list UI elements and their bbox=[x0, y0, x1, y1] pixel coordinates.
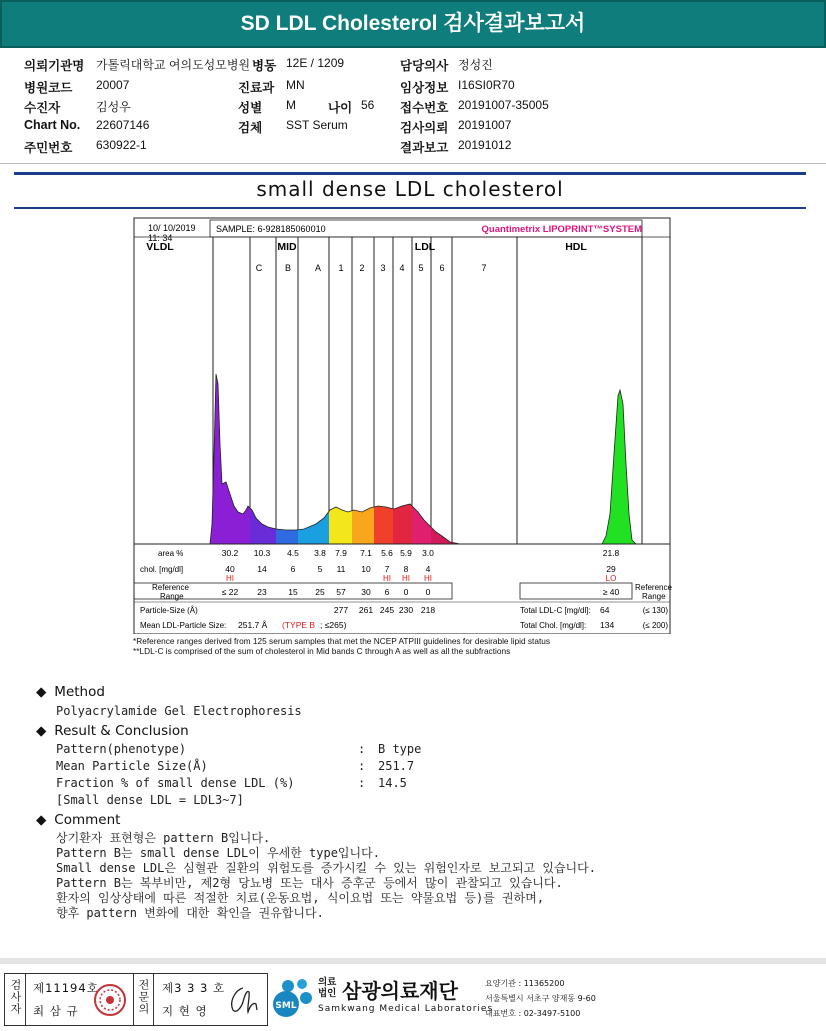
ref-value: 0 bbox=[403, 587, 409, 597]
area-value: 7.9 bbox=[335, 548, 347, 558]
chart-time: 11: 34 bbox=[148, 233, 173, 243]
clinical-label: 임상정보 bbox=[400, 81, 449, 95]
chart-title: small dense LDL cholesterol bbox=[256, 177, 564, 201]
mean-value: 251.7 Å bbox=[238, 620, 268, 630]
hospital-code-value: 20007 bbox=[96, 78, 130, 92]
mean-type: (TYPE B bbox=[282, 620, 316, 630]
result-label-size: Mean Particle Size(Å) bbox=[56, 759, 208, 773]
result-label-fraction: Fraction % of small dense LDL (%) bbox=[56, 776, 295, 790]
ref-value: 30 bbox=[361, 587, 371, 597]
band-label: 3 bbox=[380, 263, 386, 273]
result-label-pattern: Pattern(phenotype) bbox=[56, 742, 187, 756]
chol-value: 40 bbox=[225, 564, 235, 574]
flag-value: HI bbox=[226, 574, 234, 583]
area-value: 4.5 bbox=[287, 548, 299, 558]
ward-label: 병동 bbox=[252, 59, 277, 73]
total-chol-ref: (≤ 200) bbox=[642, 621, 668, 630]
examiner-label: 검사자 bbox=[9, 979, 22, 1015]
band-label: 1 bbox=[338, 263, 344, 273]
result-colon: : bbox=[358, 759, 366, 773]
area-value: 30.2 bbox=[221, 548, 239, 558]
comment-heading bbox=[36, 812, 120, 828]
chart-title-rule-top bbox=[14, 172, 806, 175]
org-english-name: Samkwang Medical Laboratories bbox=[318, 1004, 494, 1014]
report-date-value: 20191012 bbox=[458, 138, 512, 152]
mean-ref: ; ≤265) bbox=[320, 620, 347, 630]
examiner-license: 제11194호 bbox=[33, 981, 99, 995]
ref-value: 57 bbox=[336, 587, 346, 597]
lipoprint-figure bbox=[130, 214, 680, 634]
flag-value: HI bbox=[402, 574, 410, 583]
specimen-value: SST Serum bbox=[286, 118, 348, 132]
band-label: B bbox=[284, 263, 292, 273]
chol-label: chol. [mg/dl] bbox=[140, 565, 184, 574]
group-label: VLDL bbox=[146, 241, 174, 253]
ref-label: Reference bbox=[152, 583, 189, 592]
chart-title-rule-bottom bbox=[14, 207, 806, 209]
size-value: 261 bbox=[358, 605, 374, 615]
size-value: 218 bbox=[420, 605, 436, 615]
mean-label: Mean LDL-Particle Size: bbox=[140, 621, 227, 630]
age-label: 나이 bbox=[328, 101, 353, 115]
chol-value: 10 bbox=[361, 564, 371, 574]
band-label: 7 bbox=[481, 263, 487, 273]
doctor-value: 정성진 bbox=[458, 58, 493, 72]
lipoprint-chart bbox=[130, 214, 680, 634]
sml-logo-icon bbox=[272, 974, 316, 1026]
area-value: 5.6 bbox=[381, 548, 393, 558]
ref-value: 0 bbox=[425, 587, 431, 597]
chol-value: 14 bbox=[257, 564, 267, 574]
ref-label-right: Reference bbox=[635, 583, 672, 592]
org-name: 삼광의료재단 bbox=[342, 979, 458, 1003]
chart-no-label: Chart No. bbox=[24, 118, 81, 132]
report-title: SD LDL Cholesterol 검사결과보고서 bbox=[0, 0, 826, 48]
flag-value: HI bbox=[383, 574, 391, 583]
band-label: 2 bbox=[359, 263, 365, 273]
total-ldl-ref: (≤ 130) bbox=[642, 606, 668, 615]
patient-value: 김성우 bbox=[96, 100, 131, 114]
chart-brand: Quantimetrix LIPOPRINT™SYSTEM bbox=[481, 224, 642, 235]
footnote-1: *Reference ranges derived from 125 serum samples that met the NCEP ATPIII guidelines for desirable lipid status bbox=[133, 636, 551, 646]
dept-value: MN bbox=[286, 78, 305, 92]
signature-box bbox=[4, 973, 268, 1026]
hospital-code-label: 병원코드 bbox=[24, 81, 73, 95]
area-value: 10.3 bbox=[253, 548, 271, 558]
age-value: 56 bbox=[361, 98, 375, 112]
dept-label: 진료과 bbox=[238, 81, 275, 95]
hospital-label: 의뢰기관명 bbox=[24, 59, 85, 73]
result-heading-text: Result & Conclusion bbox=[54, 723, 189, 739]
band-area bbox=[393, 504, 412, 544]
comment-heading-text: Comment bbox=[54, 812, 121, 828]
clinical-value: I16SI0R70 bbox=[458, 78, 515, 92]
ssn-value: 630922-1 bbox=[96, 138, 147, 152]
request-value: 20191007 bbox=[458, 118, 512, 132]
method-heading bbox=[36, 684, 105, 700]
size-value: 277 bbox=[333, 605, 349, 615]
org-phone: 대표번호 : 02-3497-5100 bbox=[485, 1009, 581, 1018]
band-area bbox=[276, 529, 298, 544]
signature-icon bbox=[223, 980, 263, 1020]
chol-value: 7 bbox=[384, 564, 390, 574]
band-area bbox=[329, 507, 352, 544]
result-heading bbox=[36, 723, 189, 739]
specialist-label: 전문의 bbox=[137, 979, 150, 1015]
ref-value: 25 bbox=[315, 587, 325, 597]
result-colon: : bbox=[358, 742, 366, 756]
result-value-size: 251.7 bbox=[378, 759, 415, 773]
accession-label: 접수번호 bbox=[400, 101, 449, 115]
specimen-label: 검체 bbox=[238, 121, 263, 135]
band-label: 4 bbox=[399, 263, 405, 273]
total-ldl-value: 64 bbox=[600, 605, 610, 615]
hospital-value: 가톨릭대학교 여의도성모병원 bbox=[96, 58, 251, 72]
ref-value: ≥ 40 bbox=[602, 587, 620, 597]
chol-value: 8 bbox=[403, 564, 409, 574]
size-value: 230 bbox=[398, 605, 414, 615]
chart-sample: SAMPLE: 6-928185060010 bbox=[216, 224, 326, 234]
comment-line: Pattern B는 복부비만, 제2형 당뇨병 또는 대사 증후군 등에서 많이 관찰되고 있습니다. bbox=[56, 876, 563, 890]
footer-rule bbox=[0, 958, 826, 964]
examiner-name: 최 삼 규 bbox=[33, 1004, 79, 1018]
group-label: MID bbox=[277, 241, 297, 253]
total-chol-value: 134 bbox=[600, 620, 615, 630]
sex-label: 성별 bbox=[238, 101, 263, 115]
ward-value: 12E / 1209 bbox=[286, 56, 345, 70]
method-text: Polyacrylamide Gel Electrophoresis bbox=[56, 704, 302, 718]
specialist-name: 지 현 영 bbox=[162, 1004, 208, 1018]
patient-info bbox=[0, 48, 826, 164]
report-date-label: 결과보고 bbox=[400, 141, 449, 155]
size-value: 245 bbox=[379, 605, 395, 615]
comment-line: 향후 pattern 변화에 대한 확인을 권유합니다. bbox=[56, 906, 324, 920]
ref-label: Range bbox=[160, 592, 184, 601]
comment-line: 환자의 임상상태에 따른 적절한 치료(운동요법, 식이요법 또는 약물요법 등)를 권하며, bbox=[56, 891, 545, 905]
sex-value: M bbox=[286, 98, 296, 112]
comment-line: Small dense LDL은 심혈관 질환의 위험도를 증가시킬 수 있는 위험인자로 보고되고 있습니다. bbox=[56, 861, 596, 875]
method-heading-text: Method bbox=[54, 684, 105, 700]
ref-label-right: Range bbox=[642, 592, 666, 601]
band-area bbox=[374, 506, 393, 544]
chart-no-value: 22607146 bbox=[96, 118, 150, 132]
size-label: Particle-Size (Å) bbox=[140, 606, 198, 615]
area-value: 21.8 bbox=[602, 548, 620, 558]
ssn-label: 주민번호 bbox=[24, 141, 73, 155]
band-label: 6 bbox=[439, 263, 445, 273]
org-prefix: 의료법인 bbox=[318, 977, 337, 999]
flag-value: LO bbox=[605, 574, 617, 583]
bullet-diamond-icon: ◆ bbox=[36, 723, 47, 739]
patient-label: 수진자 bbox=[24, 101, 61, 115]
care-number: 요양기관 : 11365200 bbox=[485, 979, 565, 988]
band-area bbox=[352, 507, 374, 544]
sml-logo-text: SML bbox=[275, 1001, 297, 1011]
chol-value: 6 bbox=[290, 564, 296, 574]
chol-value: 29 bbox=[606, 564, 616, 574]
flag-value: HI bbox=[424, 574, 432, 583]
chart-date: 10/ 10/2019 bbox=[148, 223, 196, 233]
bullet-diamond-icon: ◆ bbox=[36, 812, 47, 828]
total-chol-label: Total Chol. [mg/dl]: bbox=[520, 621, 587, 630]
footnote-2: **LDL-C is comprised of the sum of cholesterol in Mid bands C through A as well as all the subfractions bbox=[133, 646, 511, 656]
group-label: LDL bbox=[414, 241, 436, 253]
result-value-fraction: 14.5 bbox=[378, 776, 407, 790]
result-value-pattern: B type bbox=[378, 742, 422, 756]
chol-value: 4 bbox=[425, 564, 431, 574]
chol-value: 11 bbox=[336, 564, 346, 574]
band-label: A bbox=[314, 263, 322, 273]
area-label: area % bbox=[158, 549, 184, 558]
area-value: 7.1 bbox=[360, 548, 372, 558]
ref-value: ≤ 22 bbox=[221, 587, 239, 597]
ref-value: 15 bbox=[288, 587, 298, 597]
result-note: [Small dense LDL = LDL3~7] bbox=[56, 793, 244, 807]
comment-line: Pattern B는 small dense LDL이 우세한 type입니다. bbox=[56, 846, 380, 860]
area-value: 5.9 bbox=[400, 548, 412, 558]
ref-value: 23 bbox=[257, 587, 267, 597]
total-ldl-label: Total LDL-C [mg/dl]: bbox=[520, 606, 591, 615]
band-label: C bbox=[255, 263, 263, 273]
accession-value: 20191007-35005 bbox=[458, 98, 549, 112]
request-label: 검사의뢰 bbox=[400, 121, 449, 135]
group-label: HDL bbox=[565, 241, 587, 253]
comment-line: 상기환자 표현형은 pattern B입니다. bbox=[56, 831, 271, 845]
band-label: 5 bbox=[418, 263, 424, 273]
seal-icon bbox=[93, 983, 127, 1017]
ref-value: 6 bbox=[384, 587, 390, 597]
chol-value: 5 bbox=[317, 564, 323, 574]
result-colon: : bbox=[358, 776, 366, 790]
area-value: 3.8 bbox=[314, 548, 326, 558]
org-address: 서울특별시 서초구 양재동 9-60 bbox=[485, 994, 596, 1003]
bullet-diamond-icon: ◆ bbox=[36, 684, 47, 700]
doctor-label: 담당의사 bbox=[400, 59, 449, 73]
area-value: 3.0 bbox=[422, 548, 434, 558]
specialist-license: 제3 3 3 호 bbox=[162, 981, 226, 995]
